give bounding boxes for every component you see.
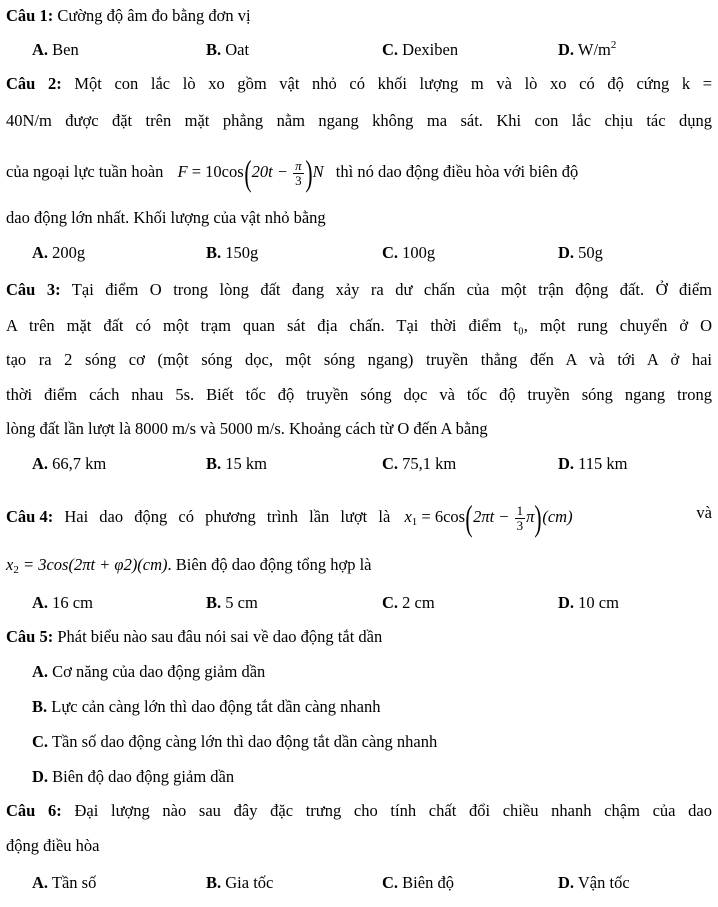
question-6-label: Câu 6: [6,801,62,820]
option-text: Lực cản càng lớn thì dao động tắt dần càng nhanh [47,697,381,716]
formula-symbol: F [177,161,188,181]
formula-symbol: x [404,506,412,526]
option-text: Ben [48,40,79,59]
question-3-label: Câu 3: [6,280,61,299]
question-2-text: Một con lắc lò xo gồm vật nhỏ có khối lượng m và lò xo có độ cứng k = [61,74,713,93]
option-text: Tần số dao động càng lớn thì dao động tắt dần càng nhanh [48,732,438,751]
q6-option-a[interactable] [32,873,96,893]
option-letter: C. [382,40,399,59]
option-text: 10 cm [574,593,619,612]
option-letter: D. [558,873,575,892]
formula-text: 20t − [251,161,293,181]
x2-formula [6,555,168,574]
option-letter: C. [382,454,399,473]
option-text: W/m [574,40,611,59]
question-3-line-4 [6,385,712,405]
q4-option-d[interactable] [558,593,619,613]
q6-option-d[interactable] [558,873,630,893]
question-2-text: 40N/m được đặt trên mặt phẳng nằm ngang không ma sát. Khi con lắc chịu tác dụng [6,111,712,130]
q1-option-d[interactable] [558,40,616,60]
fraction-numerator: 1 [516,502,524,518]
option-letter: A. [32,662,49,681]
option-letter: C. [382,243,399,262]
question-4-line-2 [6,555,712,575]
question-2-line-1 [6,74,712,94]
question-6-text: Đại lượng nào sau đây đặc trưng cho tính chất đổi chiều nhanh chậm của dao [61,801,712,820]
question-3-text: lòng đất lần lượt là 8000 m/s và 5000 m/s. Khoảng cách từ O đến A bằng [6,419,488,438]
question-4-line-1 [6,498,712,538]
q1-option-a[interactable] [32,40,79,60]
option-text: 75,1 km [398,454,457,473]
option-letter: D. [558,243,575,262]
option-letter: A. [32,243,49,262]
paren-right: ) [534,498,542,538]
question-1-label: Câu 1: [6,6,54,25]
option-text: Gia tốc [221,873,274,892]
option-letter: D. [558,454,575,473]
formula-text: = 6cos [417,506,466,526]
question-2-text: thì nó dao động điều hòa với biên độ [335,161,579,181]
formula-subscript: 1 [411,515,418,528]
option-letter: A. [32,593,49,612]
q5-option-d[interactable] [32,767,234,787]
q2-option-b[interactable] [206,243,258,263]
q2-option-a[interactable] [32,243,85,263]
option-letter: B. [206,40,222,59]
option-letter: B. [206,243,222,262]
formula-unit: (cm) [542,506,573,526]
formula-symbol: x [6,555,14,574]
question-3-text: A trên mặt đất có một trạm quan sát địa chấn. Tại thời điểm t₀, một rung chuyển ở O [6,316,712,335]
question-3-text: Tại điểm O trong lòng đất đang xảy ra dư chấn của một trận động đất. Ở điểm [60,280,712,299]
question-2-line-4 [6,208,712,228]
x1-formula [404,498,573,538]
option-letter: C. [382,873,399,892]
question-3-text: thời điểm cách nhau 5s. Biết tốc độ truyền sóng dọc và tốc độ truyền sóng ngang trong [6,385,712,404]
question-3-line-2 [6,316,712,336]
q3-option-c[interactable] [382,454,456,474]
option-text: 150g [221,243,259,262]
q2-option-c[interactable] [382,243,435,263]
question-2-label: Câu 2: [6,74,62,93]
option-text: 200g [48,243,86,262]
question-2-line-3 [6,153,712,193]
option-text: 5 cm [221,593,258,612]
question-1-stem [6,6,712,26]
question-3-line-5 [6,419,712,439]
option-text: Biên độ [398,873,454,892]
question-6-line-1 [6,801,712,821]
formula-text: π [526,506,535,526]
question-4-text: Hai dao động có phương trình lần lượt là [53,506,391,526]
q6-option-b[interactable] [206,873,273,893]
question-3-line-1 [6,280,712,300]
paren-left: ( [465,498,473,538]
fraction-denominator: 3 [295,172,302,188]
question-4-label: Câu 4: [6,506,54,526]
option-text: 100g [398,243,436,262]
q4-option-c[interactable] [382,593,435,613]
q3-option-a[interactable] [32,454,106,474]
option-text: 50g [574,243,603,262]
q4-option-a[interactable] [32,593,93,613]
question-5-text: Phát biểu nào sau đâu nói sai về dao động tắt dần [53,627,383,646]
option-text: 2 cm [398,593,435,612]
question-5-stem [6,627,712,647]
option-letter: A. [32,873,49,892]
option-letter: D. [558,40,575,59]
paren-left: ( [244,153,252,193]
formula-text: = 3cos(2πt + φ2)(cm) [18,555,168,574]
option-text: Biên độ dao động giảm dần [48,767,235,786]
formula-subscript: 2 [13,564,19,576]
option-letter: A. [32,40,49,59]
option-text: Cơ năng của dao động giảm dần [48,662,266,681]
option-letter: A. [32,454,49,473]
question-5-label: Câu 5: [6,627,54,646]
option-letter: B. [206,593,222,612]
option-letter: D. [558,593,575,612]
q5-option-a[interactable] [32,662,265,682]
option-text: Dexiben [398,40,459,59]
option-letter: C. [382,593,399,612]
option-letter: C. [32,732,49,751]
q3-option-d[interactable] [558,454,628,474]
option-text: 66,7 km [48,454,107,473]
option-letter: B. [32,697,48,716]
option-letter: B. [206,454,222,473]
paren-right: ) [305,153,313,193]
question-3-text: tạo ra 2 sóng cơ (một sóng dọc, một sóng ngang) truyền thẳng đến A và tới A ở hai [6,350,712,369]
fraction-numerator: π [295,157,302,173]
q1-option-b[interactable] [206,40,249,60]
question-4-text: và [696,503,712,522]
q5-option-b[interactable] [32,697,381,717]
question-3-line-3 [6,350,712,370]
question-6-text: động điều hòa [6,836,100,855]
question-2-line-2 [6,111,712,131]
fraction [515,504,526,533]
question-2-text: dao động lớn nhất. Khối lượng của vật nhỏ bằng [6,208,326,227]
question-2-text: của ngoại lực tuần hoàn [6,161,164,181]
q2-option-d[interactable] [558,243,603,263]
formula-unit: N [312,161,324,181]
option-letter: D. [32,767,49,786]
option-letter: B. [206,873,222,892]
q1-option-c[interactable] [382,40,458,60]
question-6-line-2 [6,836,712,856]
force-formula [177,153,328,193]
option-text: Vận tốc [574,873,630,892]
q5-option-c[interactable] [32,732,437,752]
option-superscript: 2 [610,39,617,51]
option-text: 115 km [574,454,628,473]
fraction [293,159,304,188]
question-4-text: . Biên độ dao động tổng hợp là [167,555,372,574]
option-text: Tần số [48,873,97,892]
q6-option-c[interactable] [382,873,454,893]
option-text: 15 km [221,454,267,473]
question-1-text: Cường độ âm đo bằng đơn vị [53,6,251,25]
formula-text: 2πt − [473,506,514,526]
option-text: Oat [221,40,250,59]
q4-option-b[interactable] [206,593,258,613]
option-text: 16 cm [48,593,93,612]
q3-option-b[interactable] [206,454,267,474]
fraction-denominator: 3 [516,517,524,533]
formula-text: = 10cos [187,161,244,181]
